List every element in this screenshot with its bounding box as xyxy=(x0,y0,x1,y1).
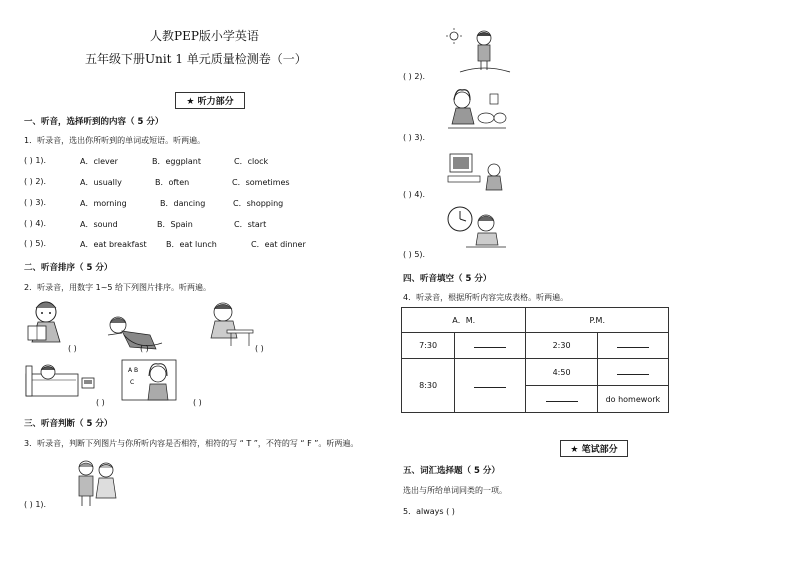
option-b: B．Spain xyxy=(157,220,193,229)
item-number: ( ) 5). xyxy=(24,239,47,248)
item-number: ( ) 4). xyxy=(24,219,47,228)
pm-activity-blank[interactable] xyxy=(597,359,668,386)
option-c: C．start xyxy=(234,220,267,229)
judge-item: ( ) 4). xyxy=(403,190,426,199)
option-a: A．sound xyxy=(80,220,118,229)
option-c: C．clock xyxy=(234,157,269,166)
option-c: C．sometimes xyxy=(232,178,290,187)
section3-heading: 三、听音判断（ 5 分） xyxy=(24,419,113,429)
option-b: B．eat lunch xyxy=(166,240,217,249)
clock-boy-picture xyxy=(446,205,508,253)
option-a: A．usually xyxy=(80,178,122,187)
pm-header: P.M. xyxy=(526,308,669,333)
teacher-blackboard-picture xyxy=(120,358,178,402)
section1-instruction: 1．听录音，选出你所听到的单词或短语。听两遍。 xyxy=(24,136,206,145)
pm-time-blank[interactable] xyxy=(526,386,597,413)
am-activity-blank[interactable] xyxy=(455,359,526,413)
boy-outdoors-picture xyxy=(446,28,512,78)
section1-heading: 一、听音，选择听到的内容（ 5 分） xyxy=(24,117,164,127)
order-paren: ( ) xyxy=(140,344,149,353)
grandparents-picture xyxy=(72,458,122,508)
section5-heading: 五、词汇选择题（ 5 分） xyxy=(403,466,500,476)
section2-heading: 二、听音排序（ 5 分） xyxy=(24,263,113,273)
document-title-line1: 人教PEP版小学英语 xyxy=(150,29,259,43)
boy-waking-picture xyxy=(24,360,96,400)
section4-instruction: 4．听录音，根据所听内容完成表格。听两遍。 xyxy=(403,293,569,302)
section3-instruction: 3．听录音，判断下列图片与你所听内容是否相符，相符的写 “ T ”，不符的写 “ F ”。听两遍。 xyxy=(24,439,359,448)
computer-girl-picture xyxy=(446,150,508,196)
order-paren: ( ) xyxy=(193,398,202,407)
option-a: A．clever xyxy=(80,157,118,166)
option-b: B．dancing xyxy=(160,199,206,208)
option-b: B．often xyxy=(155,178,190,187)
am-time: 8:30 xyxy=(402,359,455,413)
written-part-header: ★ 笔试部分 xyxy=(560,440,628,457)
section4-heading: 四、听音填空（ 5 分） xyxy=(403,274,492,284)
am-activity-blank[interactable] xyxy=(455,333,526,359)
listening-part-header: ★ 听力部分 xyxy=(175,92,245,109)
document-title-line2: 五年级下册Unit 1 单元质量检测卷（一） xyxy=(85,52,307,66)
option-a: A．morning xyxy=(80,199,127,208)
option-b: B．eggplant xyxy=(152,157,201,166)
pm-time: 2:30 xyxy=(526,333,597,359)
svg-text:A B: A B xyxy=(128,367,139,374)
order-paren: ( ) xyxy=(255,344,264,353)
judge-item: ( ) 5). xyxy=(403,250,426,259)
pm-activity: do homework xyxy=(597,386,668,413)
item-number: ( ) 3). xyxy=(24,198,47,207)
pm-time: 4:50 xyxy=(526,359,597,386)
judge-item: ( ) 1). xyxy=(24,500,47,509)
item-number: ( ) 2). xyxy=(24,177,47,186)
boy-writing-picture xyxy=(205,300,255,348)
option-a: A．eat breakfast xyxy=(80,240,147,249)
svg-text:C: C xyxy=(130,379,135,386)
vocab-question: 5．always ( ) xyxy=(403,507,455,516)
boy-reading-picture xyxy=(24,298,74,348)
girl-dancing-picture xyxy=(100,313,170,355)
am-time: 7:30 xyxy=(402,333,455,359)
option-c: C．eat dinner xyxy=(251,240,306,249)
section5-instruction: 选出与所给单词同类的一项。 xyxy=(403,486,507,495)
judge-item: ( ) 3). xyxy=(403,133,426,142)
am-header: A．M. xyxy=(402,308,526,333)
order-paren: ( ) xyxy=(68,344,77,353)
judge-item: ( ) 2). xyxy=(403,72,426,81)
option-c: C．shopping xyxy=(233,199,284,208)
order-paren: ( ) xyxy=(96,398,105,407)
pm-activity-blank[interactable] xyxy=(597,333,668,359)
schedule-table xyxy=(401,307,669,413)
girl-sitting-picture xyxy=(446,88,508,134)
item-number: ( ) 1). xyxy=(24,156,47,165)
section2-instruction: 2．听录音，用数字 1~5 给下列图片排序。听两遍。 xyxy=(24,283,212,292)
